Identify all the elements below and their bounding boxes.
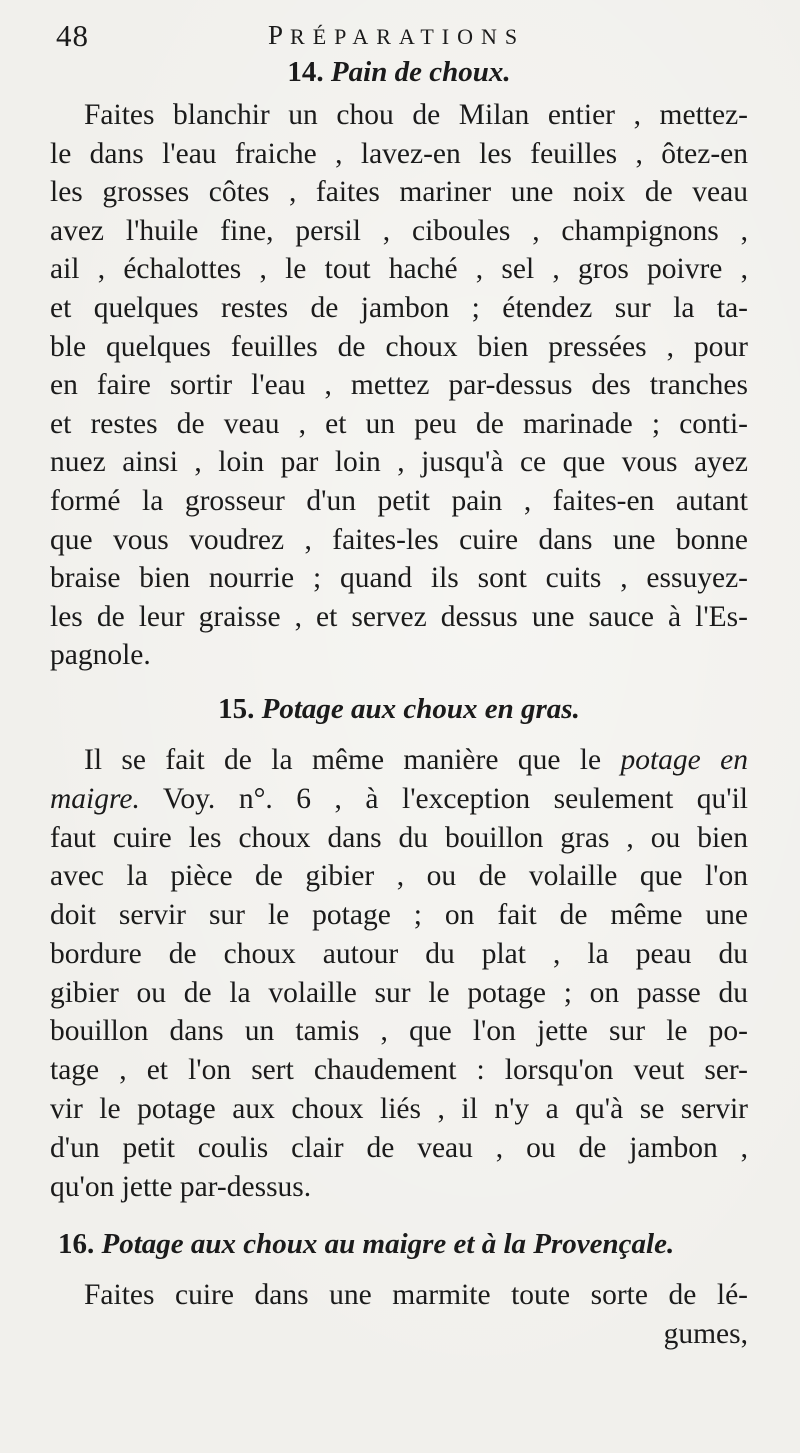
text-run: Voy. n°. 6 , à l'exception seulement qu'il: [162, 782, 749, 815]
text-line: ail , échalottes , le tout haché , sel , gros poivre ,: [50, 253, 748, 286]
text-line: qu'on jette par-dessus.: [50, 1170, 312, 1203]
text-line: Faites cuire dans une marmite toute sorte de lé-: [84, 1279, 748, 1312]
text-line: doit servir sur le potage ; on fait de même une: [50, 899, 748, 932]
italic-text-run: maigre.: [50, 782, 140, 815]
running-title-initial: P: [268, 20, 291, 50]
text-line: en faire sortir l'eau , mettez par-dessus des tranches: [50, 369, 748, 402]
section-16-paragraph: [50, 1276, 748, 1353]
text-line: et quelques restes de jambon ; étendez sur la ta-: [50, 291, 748, 324]
text-line: gibier ou de la volaille sur le potage ; on passe du: [50, 976, 748, 1009]
text-line: d'un petit coulis clair de veau , ou de jambon ,: [50, 1131, 748, 1164]
section-14-number: 14.: [287, 56, 324, 88]
text-run: Il se fait de la même manière que le: [84, 743, 602, 776]
section-15-title: Potage aux choux en gras.: [261, 692, 580, 725]
catchword: gumes,: [663, 1318, 748, 1351]
section-14-title: Pain de choux.: [330, 56, 511, 88]
section-14-heading: [50, 54, 748, 90]
page-number: 48: [56, 18, 89, 53]
text-line: bouillon dans un tamis , que l'on jette sur le po-: [50, 1015, 748, 1048]
text-line: [50, 780, 748, 819]
text-line: formé la grosseur d'un petit pain , faites-en autant: [50, 484, 748, 517]
text-line: avez l'huile fine, persil , ciboules , champignons ,: [50, 214, 748, 247]
section-15-number: 15.: [218, 692, 255, 725]
text-line: braise bien nourrie ; quand ils sont cuits , essuyez-: [50, 562, 748, 595]
text-line: tage , et l'on sert chaudement : lorsqu'on veut ser-: [50, 1054, 748, 1087]
section-14-paragraph: [50, 96, 748, 675]
text-line: que vous voudrez , faites-les cuire dans une bonne: [50, 523, 748, 556]
text-line: vir le potage aux choux liés , il n'y a qu'à se servir: [50, 1093, 748, 1126]
text-line: les grosses côtes , faites mariner une noix de veau: [50, 176, 748, 209]
text-line: les de leur graisse , et servez dessus une sauce à l'Es-: [50, 600, 748, 633]
text-line: [50, 741, 748, 780]
text-line: bordure de choux autour du plat , la peau du: [50, 937, 748, 970]
text-line: pagnole.: [50, 639, 151, 672]
section-15-paragraph: [50, 741, 748, 1207]
text-line: et restes de veau , et un peu de marinade ; conti-: [50, 407, 748, 440]
text-line: ble quelques feuilles de choux bien pressées , pour: [50, 330, 748, 363]
text-line: Faites blanchir un chou de Milan entier , mettez-: [84, 99, 748, 131]
running-title: [268, 20, 525, 51]
running-head: [50, 14, 748, 54]
text-line: faut cuire les choux dans du bouillon gras , ou bien: [50, 821, 748, 854]
section-15-heading: [50, 691, 748, 727]
running-title-rest: RÉPARATIONS: [290, 24, 526, 49]
section-16-title: Potage aux choux au maigre et à la Provençale.: [101, 1228, 675, 1261]
italic-text-run: potage en: [620, 743, 749, 776]
text-line: avec la pièce de gibier , ou de volaille que l'on: [50, 860, 748, 893]
text-line: le dans l'eau fraiche , lavez-en les feuilles , ôtez-en: [50, 137, 748, 170]
section-16-heading: [50, 1226, 748, 1262]
text-line: nuez ainsi , loin par loin , jusqu'à ce que vous ayez: [50, 446, 748, 479]
section-16-number: 16.: [58, 1228, 95, 1261]
